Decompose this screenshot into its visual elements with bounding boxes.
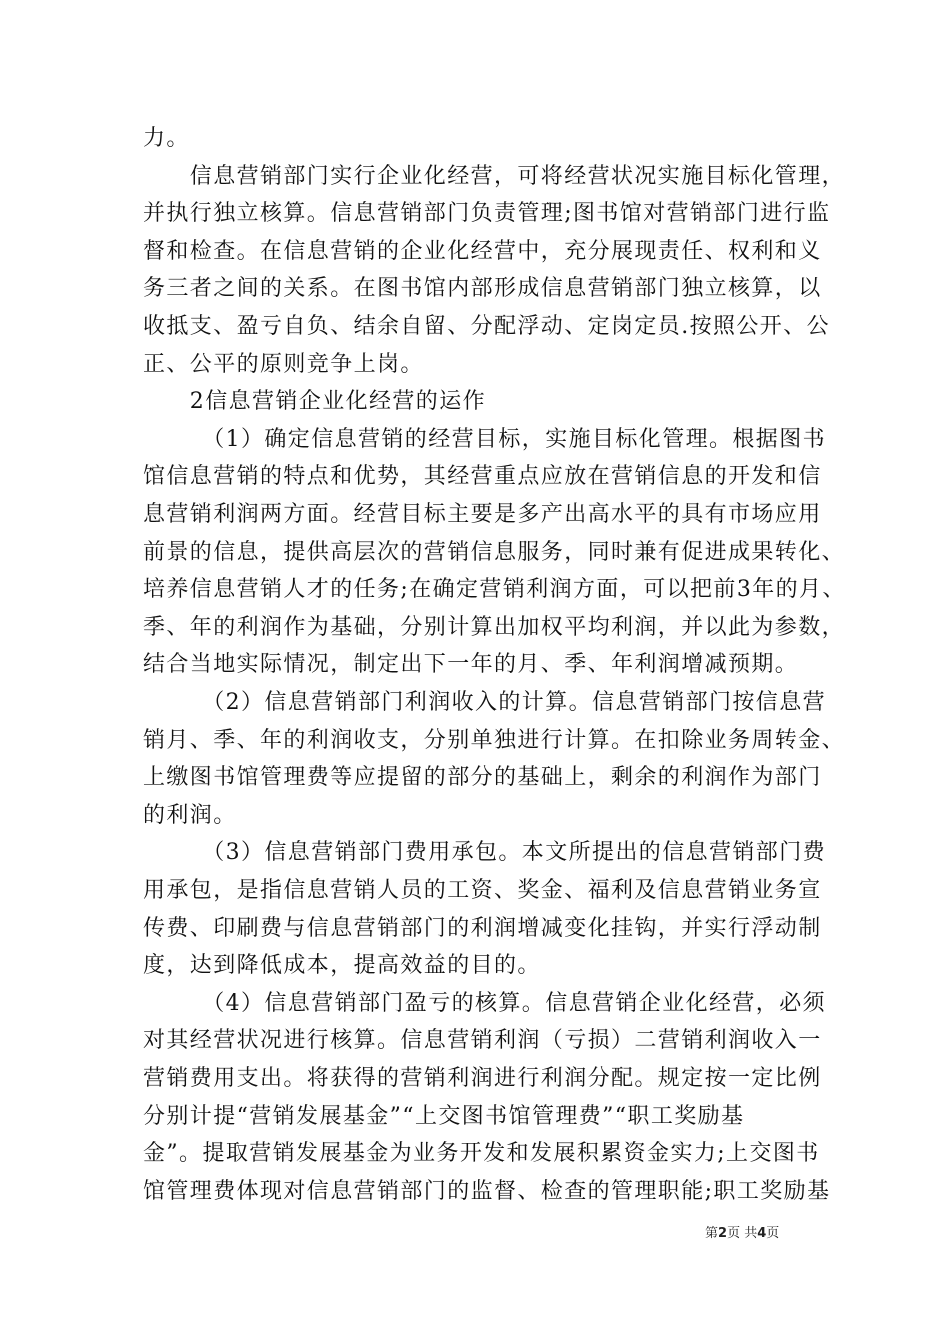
text-line: 前景的信息，提供高层次的营销信息服务，同时兼有促进成果转化、 (143, 539, 846, 565)
text-line: 务三者之间的关系。在图书馆内部形成信息营销部门独立核算，以 (143, 276, 822, 302)
text-line: 用承包，是指信息营销人员的工资、奖金、福利及信息营销业务宣 (143, 878, 822, 903)
footer-prefix: 第 (705, 1226, 719, 1241)
text-line: 金”。提取营销发展基金为业务开发和发展积累资金实力;上交图书 (143, 1141, 820, 1167)
text-line: 馆管理费体现对信息营销部门的监督、检查的管理职能;职工奖励基 (143, 1178, 831, 1204)
text-line: 销月、季、年的利润收支，分别单独进行计算。在扣除业务周转金、 (143, 727, 846, 753)
text-line: 并执行独立核算。信息营销部门负责管理;图书馆对营销部门进行监 (143, 201, 831, 227)
text-line: 力。 (143, 126, 190, 151)
text-line: （4）信息营销部门盈亏的核算。信息营销企业化经营，必须 (143, 990, 826, 1016)
text-line: 对其经营状况进行核算。信息营销利润（亏损）二营销利润收入一 (143, 1028, 822, 1054)
text-line: 的利润。 (143, 802, 237, 828)
footer-suffix: 页 (766, 1226, 780, 1241)
text-line: 正、公平的原则竞争上岗。 (143, 351, 424, 377)
text-line: （3）信息营销部门费用承包。本文所提出的信息营销部门费 (143, 840, 826, 866)
page-footer (705, 1222, 779, 1241)
text-line: （1）确定信息营销的经营目标，实施目标化管理。根据图书 (143, 426, 826, 452)
footer-middle: 页 共 (727, 1226, 758, 1241)
text-line: 息营销利润两方面。经营目标主要是多产出高水平的具有市场应用 (143, 502, 822, 527)
text-line: 结合当地实际情况，制定出下一年的月、季、年利润增减预期。 (143, 652, 799, 678)
text-line: 收抵支、盈亏自负、结余自留、分配浮动、定岗定员.按照公开、公 (143, 314, 830, 339)
total-page-number: 4 (757, 1226, 767, 1241)
text-line: 上缴图书馆管理费等应提留的部分的基础上，剩余的利润作为部门 (143, 765, 822, 791)
text-line: 信息营销部门实行企业化经营，可将经营状况实施目标化管理， (143, 163, 846, 189)
text-line: 督和检查。在信息营销的企业化经营中，充分展现责任、权利和义 (143, 238, 822, 264)
current-page-number: 2 (718, 1226, 728, 1241)
text-line: 分别计提“营销发展基金”“上交图书馆管理费”“职工奖励基 (143, 1103, 745, 1129)
text-line: 营销费用支出。将获得的营销利润进行利润分配。规定按一定比例 (143, 1066, 822, 1091)
text-line: 2信息营销企业化经营的运作 (143, 389, 486, 415)
text-line: 传费、印刷费与信息营销部门的利润增减变化挂钩，并实行浮动制 (143, 915, 822, 941)
text-line: 馆信息营销的特点和优势，其经营重点应放在营销信息的开发和信 (143, 464, 822, 490)
text-line: （2）信息营销部门利润收入的计算。信息营销部门按信息营 (143, 690, 826, 715)
text-line: 季、年的利润作为基础，分别计算出加权平均利润，并以此为参数， (143, 614, 846, 640)
text-line: 培养信息营销人才的任务;在确定营销利润方面，可以把前3年的月、 (143, 577, 846, 603)
text-line: 度，达到降低成本，提高效益的目的。 (143, 953, 541, 979)
